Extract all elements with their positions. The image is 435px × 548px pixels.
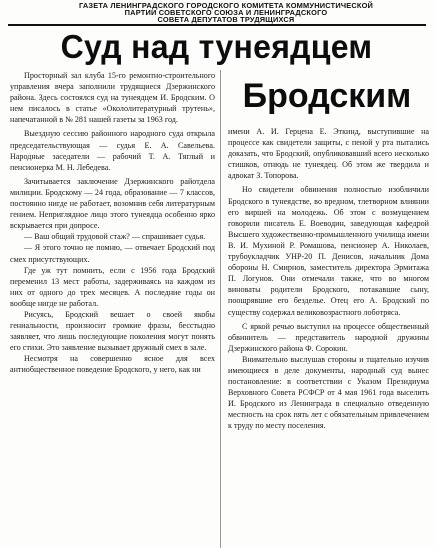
masthead-line-2: ПАРТИИ СОВЕТСКОГО СОЮЗА И ЛЕНИНГРАДСКОГО (124, 8, 328, 18)
paragraph: Выездную сессию районного народного суда открыла председательствующая — судья Е. А. Савельева. Народные заседатели — рабочий Т. А. Тяглый и пенсионерка М. Н. Лебедева. (10, 129, 215, 172)
article-headline: Суд над тунеядцем (60, 28, 373, 65)
masthead-rule (8, 24, 426, 26)
paragraph: Рисуясь, Бродский вешает о своей якобы гениальности, произносит громкие фразы, бесстыдно заявляет, что лишь последующие поколения могут понять его стихи. Это заявление вызывает дружный смех в зале. (10, 309, 215, 353)
column-divider (220, 70, 221, 548)
paragraph: Просторный зал клуба 15-го ремонтно-строительного управления вчера заполнили трудящиеся Дзержинского района. Здесь состоялся суд на тунеядцем И. Бродским. О нем писалось в статье «Окололитературный трутень», напечатанной в № 281 нашей газеты за 1963 год. (10, 71, 215, 125)
article-headline-continued: Бродским (242, 77, 412, 115)
paragraph: Зачитывается заключение Дзержинского райотдела милиции. Бродскому — 24 года, образование — 7 классов, постоянно нигде не работает, возомнив себя литературным гением. Неприглядное лицо этого тунеядца особенно ярко вскрывается при допросе. (10, 176, 215, 231)
paragraph: — Ваш общий трудовой стаж? — спрашивает судья. (24, 232, 206, 242)
masthead-line-1: ГАЗЕТА ЛЕНИНГРАДСКОГО ГОРОДСКОГО КОМИТЕТА КОММУНИСТИЧЕСКОЙ (78, 1, 374, 10)
article-column-left (10, 70, 215, 548)
paragraph: С яркой речью выступил на процессе общественный обвинитель — представитель народной дружины Дзержинского района Ф. Сорокин. (228, 321, 429, 353)
paragraph: имени А. И. Герцена Е. Эткинд, выступившие на процессе как свидетели защиты, с пеной у рта пытались доказать, что Бродский, опубликовавший всего несколько стишков, отнюдь не тунеядец. Об этом же твердила и адвокат З. Топорова. (228, 127, 429, 181)
paragraph: Внимательно выслушав стороны и тщательно изучив имеющиеся в деле документы, народный суд вынес постановление: в соответствии с Указом Президиума Верховного Совета РСФСР от 4 мая 1961 года выселить И. Бродского из Ленинграда в специально отведенную местность на срок пять лет с обязательным привлечением к труду по месту поселения. (228, 354, 429, 431)
paragraph: Несмотря на совершенно ясное для всех антиобщественное поведение Бродского, у него, как ни (10, 354, 215, 375)
paragraph: Где уж тут помнить, если с 1956 года Бродский переменил 13 мест работы, задерживаясь на каждом из них от одного до трех месяцев. А последние годы он вообще нигде не работал. (10, 265, 215, 308)
masthead-line-3: СОВЕТА ДЕПУТАТОВ ТРУДЯЩИХСЯ (157, 15, 295, 25)
article-column-right (228, 126, 429, 548)
paragraph: Но свидетели обвинения полностью изобличили Бродского в тунеядстве, во вредном, тлетворном влиянии его виршей на молодежь. Об этом с возмущением говорили писатель Е. Воеводин, заведующая кафедрой Высшего художественно-промышленного училища имени В. И. Мухиной Р. Ромашова, пенсионер А. Николаев, трубоукладчик УНР-20 П. Денисов, начальник Дома обороны Н. Смирнов, заместитель директора Эрмитажа П. Логунов. Они отмечали также, что во многом виноваты родители Бродского, потакавшие сыну, поощрявшие его безделье. Отец его А. Бродский по существу содержал великовозрастного лоботряса. (228, 185, 429, 317)
paragraph: — Я этого точно не помню, — отвечает Бродский под смех присутствующих. (10, 243, 215, 264)
newspaper-masthead (36, 2, 416, 24)
